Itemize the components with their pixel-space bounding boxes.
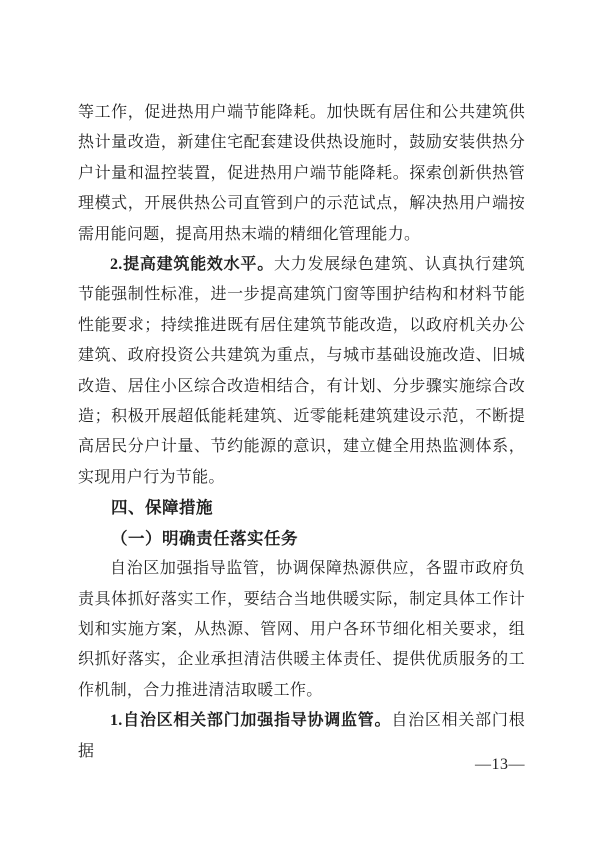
body-paragraph: 自治区加强指导监管，协调保障热源供应，各盟市政府负责具体抓好落实工作，要结合当地供暖实际，制定具体工作计划和实施方案，从热源、管网、用户各环节细化相关要求，组织抓好落实，企业承担清洁供暖主体责任、提供优质服务的工作机制，合力推进清洁取暖工作。 [78,560,525,699]
paragraph-text: 大力发展绿色建筑、认真执行建筑节能强制性标准，进一步提高建筑门窗等围护结构和材料节能性能要求；持续推进既有居住建筑节能改造，以政府机关办公建筑、政府投资公共建筑为重点，与城市基础设施改造、旧城改造、居住小区综合改造相结合，有计划、分步骤实施综合改造；积极开展超低能耗建筑、近零能耗建筑建设示范，不断提高居民分户计量、节约能源的意识，建立健全用热监测体系，实现用户行为节能。 [78,256,525,486]
body-paragraph [78,250,525,493]
paragraph-text: 自治区相关部门根据 [78,712,525,760]
page-number: —13— [475,756,525,773]
section-heading: 四、保障措施 [111,499,213,518]
paragraph-lead: 1.自治区相关部门加强指导协调监管。 [110,712,392,730]
subsection-heading: （一）明确责任落实任务 [111,528,298,548]
body-paragraph [78,706,525,767]
document-body [78,98,525,767]
body-paragraph-continuation: 等工作，促进热用户端节能降耗。加快既有居住和公共建筑供热计量改造，新建住宅配套建设供热设施时，鼓励安装供热分户计量和温控装置，促进热用户端节能降耗。探索创新供热管理模式，开展供热公司直管到户的示范试点，解决热用户端按需用能问题，提高用热末端的精细化管理能力。 [78,104,525,243]
paragraph-lead: 2.提高建筑能效水平。 [110,256,274,274]
